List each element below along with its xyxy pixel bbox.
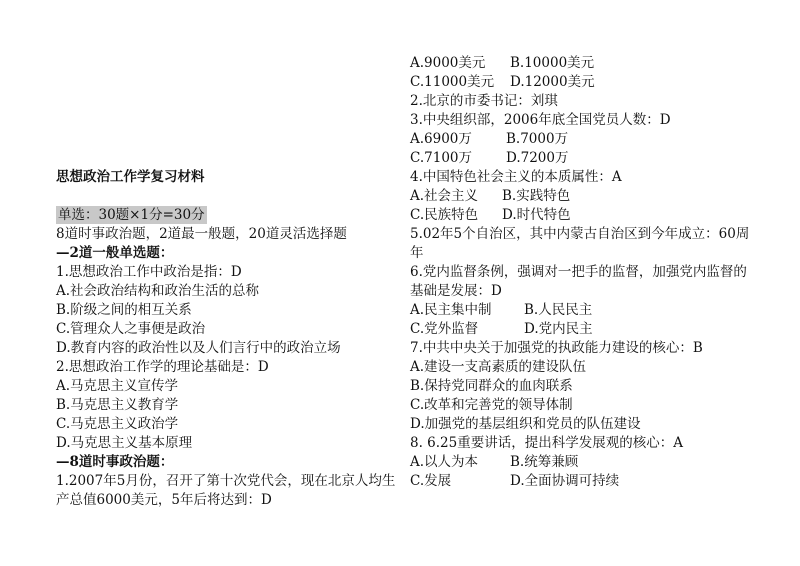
question-7-line2: 年 (410, 245, 424, 261)
question-8-line2: 基础是发展：D (410, 283, 502, 299)
question-5-option-a: A.6900万 (410, 131, 472, 147)
question-8-option-c: C.党外监督 (410, 321, 479, 337)
question-9-option-a: A.建设一支高素质的建设队伍 (410, 359, 587, 375)
question-7-line1: 5.02年5个自治区，其中内蒙古自治区到今年成立：60周 (410, 226, 750, 242)
question-5-option-d: D.7200万 (506, 150, 569, 166)
question-8-option-b: B.人民民主 (524, 302, 593, 318)
question-6-options-cd (410, 206, 571, 225)
question-9-option-c: C.改革和完善党的领导体制 (410, 397, 573, 413)
question-9: 7.中共中央关于加强党的执政能力建设的核心：B (410, 340, 703, 356)
question-9-option-b: B.保持党同群众的血肉联系 (410, 378, 573, 394)
question-5-option-b: B.7000万 (506, 131, 569, 147)
question-8-option-a: A.民主集中制 (410, 302, 492, 318)
question-10-option-a: A.以人为本 (410, 454, 479, 470)
question-6-option-b: B.实践特色 (502, 188, 571, 204)
section-header (56, 206, 207, 225)
question-6-option-d: D.时代特色 (502, 207, 571, 223)
question-3-line2: 产总值6000美元，5年后将达到：D (56, 492, 272, 508)
question-1: 1.思想政治工作中政治是指：D (56, 264, 242, 280)
question-6-options-ab (410, 187, 570, 206)
question-8-options-ab (410, 301, 592, 320)
question-8-option-d: D.党内民主 (524, 321, 593, 337)
question-5-options-ab (410, 130, 568, 149)
question-2-option-b: B.马克思主义教育学 (56, 397, 179, 413)
question-5: 3.中央组织部，2006年底全国党员人数：D (410, 112, 671, 128)
part1-heading: —2道一般单选题： (56, 245, 174, 261)
question-5-option-c: C.7100万 (410, 150, 472, 166)
question-2-option-a: A.马克思主义宣传学 (56, 378, 179, 394)
question-4: 2.北京的市委书记：刘琪 (410, 93, 558, 109)
question-3-option-b: B.10000美元 (510, 55, 595, 71)
question-2: 2.思想政治工作学的理论基础是：D (56, 359, 269, 375)
question-6-option-a: A.社会主义 (410, 188, 479, 204)
intro-text: 8道时事政治题，2道最一般题，20道灵活选择题 (56, 226, 347, 242)
question-2-option-c: C.马克思主义政治学 (56, 416, 179, 432)
question-9-option-d: D.加强党的基层组织和党员的队伍建设 (410, 416, 641, 432)
question-10: 8. 6.25重要讲话，提出科学发展观的核心：A (410, 435, 683, 451)
question-3-options-ab (410, 54, 594, 73)
question-3-options-cd (410, 73, 595, 92)
question-10-options-cd (410, 472, 619, 491)
section-header-highlight: 单选：30题×1分=30分 (58, 207, 205, 223)
part2-heading: —8道时事政治题： (56, 454, 174, 470)
question-8-line1: 6.党内监督条例，强调对一把手的监督，加强党内监督的 (410, 264, 747, 280)
question-10-option-b: B.统筹兼顾 (510, 454, 579, 470)
question-3-option-d: D.12000美元 (510, 74, 595, 90)
question-8-options-cd (410, 320, 593, 339)
question-10-option-c: C.发展 (410, 473, 452, 489)
question-3-option-a: A.9000美元 (410, 55, 486, 71)
question-5-options-cd (410, 149, 569, 168)
question-6: 4.中国特色社会主义的本质属性：A (410, 169, 622, 185)
document-title: 思想政治工作学复习材料 (56, 169, 205, 185)
question-6-option-c: C.民族特色 (410, 207, 479, 223)
question-1-option-d: D.教育内容的政治性以及人们言行中的政治立场 (56, 340, 341, 356)
question-1-option-b: B.阶级之间的相互关系 (56, 302, 192, 318)
question-3-line1: 1.2007年5月份，召开了第十次党代会，现在北京人均生 (56, 473, 396, 489)
question-3-option-c: C.11000美元 (410, 74, 495, 90)
question-10-options-ab (410, 453, 578, 472)
question-1-option-a: A.社会政治结构和政治生活的总称 (56, 283, 260, 299)
question-1-option-c: C.管理众人之事便是政治 (56, 321, 206, 337)
question-10-option-d: D.全面协调可持续 (510, 473, 620, 489)
question-2-option-d: D.马克思主义基本原理 (56, 435, 193, 451)
